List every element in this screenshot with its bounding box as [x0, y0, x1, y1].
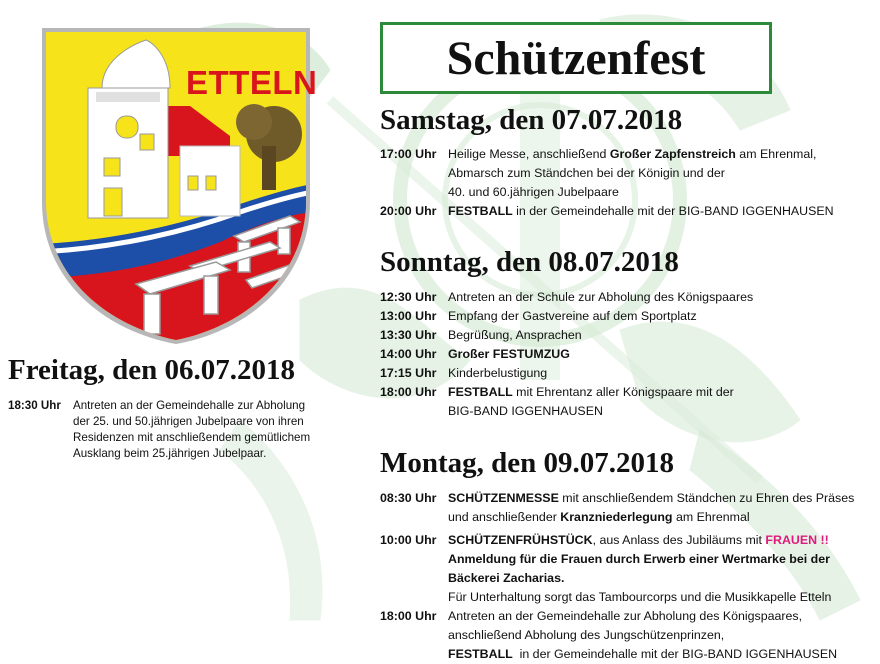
- schedule-row: [380, 345, 870, 364]
- time-label: 13:00 Uhr: [380, 309, 437, 323]
- etteln-coat-of-arms: [40, 26, 318, 346]
- monday-heading: Montag, den 09.07.2018: [380, 447, 675, 479]
- time-label: 12:30 Uhr: [380, 290, 437, 304]
- schedule-row: [380, 569, 875, 588]
- description-line: Residenzen mit anschließendem gemütlichem: [73, 431, 311, 444]
- description-line: Ausklang beim 25.jährigen Jubelpaar.: [73, 447, 267, 460]
- event-description: Antreten an der Schule zur Abholung des Königspaares: [448, 290, 754, 304]
- event-description: SCHÜTZENMESSE mit anschließendem Ständchen zu Ehren des Präses: [448, 491, 855, 505]
- schedule-row: [380, 550, 875, 569]
- event-description: BIG-BAND IGGENHAUSEN: [448, 404, 603, 418]
- event-description: FESTBALL in der Gemeindehalle mit der BIG-BAND IGGENHAUSEN: [448, 204, 834, 218]
- event-description: Für Unterhaltung sorgt das Tambourcorps und die Musikkapelle Etteln: [448, 590, 832, 604]
- schedule-row: [380, 402, 870, 421]
- time-label: 20:00 Uhr: [380, 204, 437, 218]
- schedule-row: [380, 645, 875, 664]
- schedule-row: [380, 288, 870, 307]
- event-description: Empfang der Gastvereine auf dem Sportplatz: [448, 309, 697, 323]
- event-description: Heilige Messe, anschließend Großer Zapfenstreich am Ehrenmal,: [448, 147, 817, 161]
- time-label: 10:00 Uhr: [380, 533, 437, 547]
- event-description: Großer FESTUMZUG: [448, 347, 570, 361]
- time-label: 18:00 Uhr: [380, 609, 437, 623]
- event-description: FESTBALL in der Gemeindehalle mit der BIG-BAND IGGENHAUSEN: [448, 647, 838, 661]
- time-label: 17:00 Uhr: [380, 147, 437, 161]
- time-label: 17:15 Uhr: [380, 366, 437, 380]
- highlight-text: FRAUEN !!: [765, 533, 829, 547]
- saturday-heading: Samstag, den 07.07.2018: [380, 104, 683, 136]
- schedule-row: [380, 326, 870, 345]
- time-label: 13:30 Uhr: [380, 328, 437, 342]
- schedule-row: [380, 145, 870, 164]
- description-line: der 25. und 50.jährigen Jubelpaare von ihren: [73, 415, 304, 428]
- time-label: 14:00 Uhr: [380, 347, 437, 361]
- event-description: [73, 398, 348, 462]
- schedule-row: [380, 183, 870, 202]
- event-description: Anmeldung für die Frauen durch Erwerb einer Wertmarke bei der: [448, 552, 830, 566]
- schedule-row: [8, 398, 348, 462]
- schedule-row: [380, 164, 870, 183]
- schedule-row: [380, 607, 875, 626]
- event-description: FESTBALL mit Ehrentanz aller Königspaare mit der: [448, 385, 734, 399]
- schedule-row: [380, 588, 875, 607]
- description-line: Antreten an der Gemeindehalle zur Abholung: [73, 399, 306, 412]
- schedule-row: [380, 508, 875, 527]
- event-description: 40. und 60.jährigen Jubelpaare: [448, 185, 619, 199]
- sunday-schedule: [380, 288, 870, 421]
- friday-schedule: [8, 398, 348, 462]
- event-description: Kinderbelustigung: [448, 366, 548, 380]
- schedule-row: [380, 489, 875, 508]
- time-label: 08:30 Uhr: [380, 491, 437, 505]
- monday-schedule: [380, 489, 875, 664]
- event-description: Antreten an der Gemeindehalle zur Abholung des Königspaares,: [448, 609, 803, 623]
- page-title: Schützenfest: [446, 31, 706, 85]
- saturday-schedule: [380, 145, 870, 221]
- friday-heading: Freitag, den 06.07.2018: [8, 354, 296, 386]
- event-description: Bäckerei Zacharias.: [448, 571, 565, 585]
- title-frame: [380, 22, 772, 94]
- schedule-row: [380, 383, 870, 402]
- event-description: anschließend Abholung des Jungschützenprinzen,: [448, 628, 725, 642]
- time-label: 18:00 Uhr: [380, 385, 437, 399]
- event-description: Begrüßung, Ansprachen: [448, 328, 582, 342]
- sunday-heading: Sonntag, den 08.07.2018: [380, 246, 679, 278]
- crest-town-name: ETTELN: [186, 64, 318, 101]
- schedule-row: [380, 202, 870, 221]
- schedule-row: [380, 307, 870, 326]
- event-description: Abmarsch zum Ständchen bei der Königin und der: [448, 166, 725, 180]
- time-label: 18:30 Uhr: [8, 399, 61, 412]
- schedule-row: [380, 531, 875, 550]
- event-description: SCHÜTZENFRÜHSTÜCK, aus Anlass des Jubiläums mit FRAUEN !!: [448, 533, 829, 547]
- schedule-row: [380, 626, 875, 645]
- event-description: und anschließender Kranzniederlegung am Ehrenmal: [448, 510, 750, 524]
- schedule-row: [380, 364, 870, 383]
